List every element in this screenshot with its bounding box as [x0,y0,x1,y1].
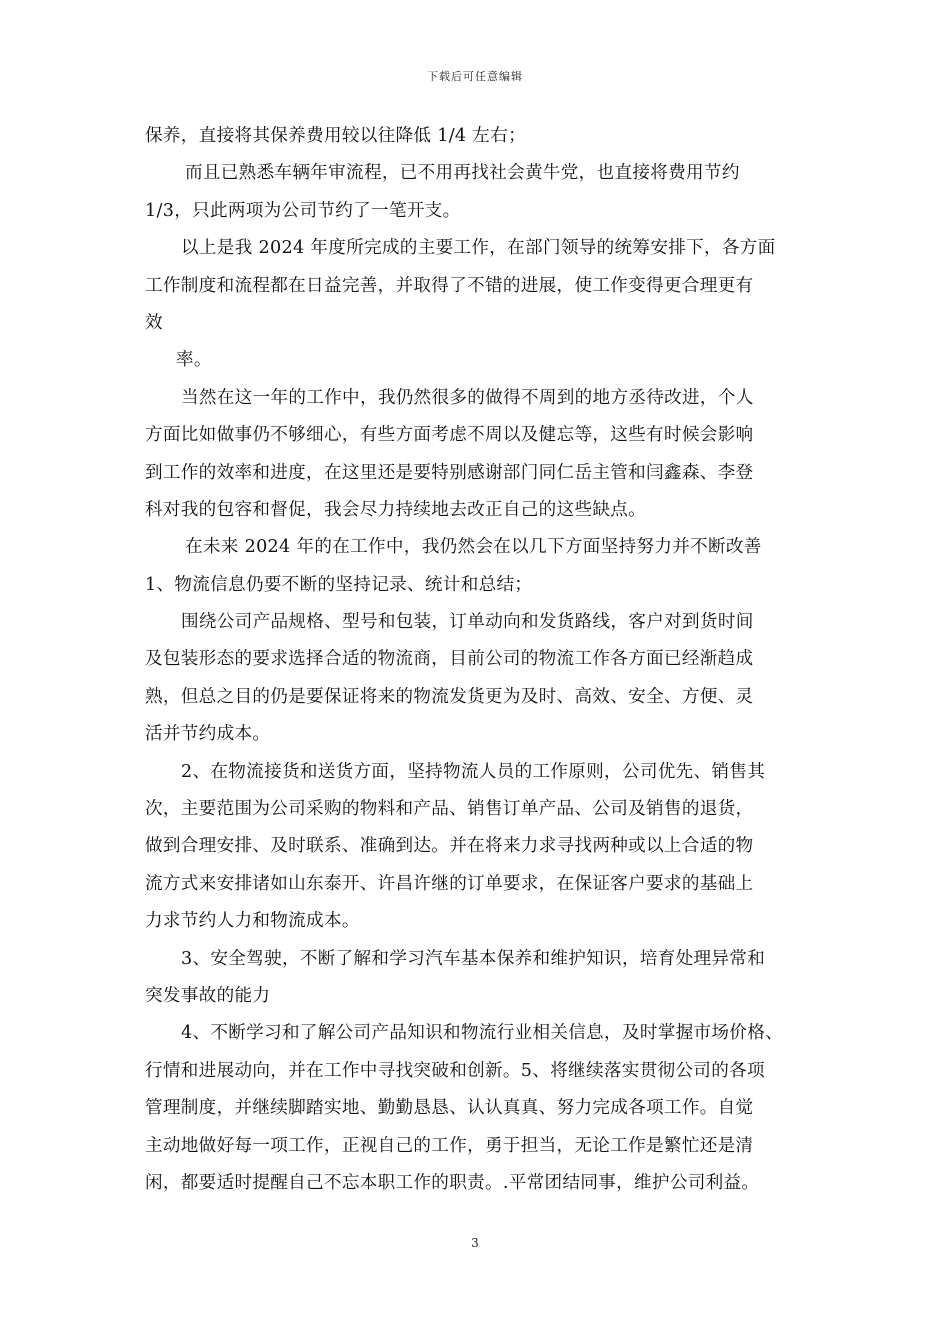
text-line: 工作制度和流程都在日益完善，并取得了不错的进展，使工作变得更合理更有 [145,275,754,296]
text-line: 突发事故的能力 [145,985,271,1006]
text-line: 4、不断学习和了解公司产品知识和物流行业相关信息，及时掌握市场价格、 [181,1023,783,1044]
text-line: 围绕公司产品规格、型号和包装，订单动向和发货路线，客户对到货时间 [181,612,754,633]
text-line: 闲，都要适时提醒自己不忘本职工作的职责。.平常团结同事，维护公司利益。 [145,1172,760,1193]
text-line: 而且已熟悉车辆年审流程，已不用再找社会黄牛党，也直接将费用节约 [185,163,740,184]
page-number: 3 [471,1236,479,1250]
text-line: 当然在这一年的工作中，我仍然很多的做得不周到的地方丞待改进，个人 [181,387,754,408]
text-line: 科对我的包容和督促，我会尽力持续地去改正自己的这些缺点。 [145,499,647,520]
text-line: 熟，但总之目的仍是要保证将来的物流发货更为及时、高效、安全、方便、灵 [145,686,754,707]
text-line: 效 [145,312,163,333]
text-line: 3、安全驾驶，不断了解和学习汽车基本保养和维护知识，培育处理异常和 [181,948,766,969]
text-line: 在未来 2024 年的在工作中，我仍然会在以几下方面坚持努力并不断改善 [185,537,762,558]
text-line: 2、在物流接货和送货方面，坚持物流人员的工作原则，公司优先、销售其 [181,761,766,782]
text-line: 主动地做好每一项工作，正视自己的工作，勇于担当，无论工作是繁忙还是清 [145,1135,754,1156]
text-line: 1/3，只此两项为公司节约了一笔开支。 [145,200,461,221]
document-body [145,118,817,1202]
text-line: 方面比如做事仍不够细心，有些方面考虑不周以及健忘等，这些有时候会影响 [145,425,754,446]
text-line: 率。 [176,350,212,371]
text-line: 活并节约成本。 [145,724,271,745]
text-line: 做到合理安排、及时联系、准确到达。并在将来力求寻找两种或以上合适的物 [145,836,754,857]
text-line: 行情和进展动向，并在工作中寻找突破和创新。5、将继续落实贯彻公司的各项 [145,1060,765,1081]
text-line: 管理制度，并继续脚踏实地、勤勤恳恳、认认真真、努力完成各项工作。自觉 [145,1098,754,1119]
page-header: 下载后可任意编辑 [427,70,523,83]
text-line: 保养，直接将其保养费用较以往降低 1/4 左右； [145,126,526,146]
text-line: 1、物流信息仍要不断的坚持记录、统计和总结； [145,574,533,595]
text-line: 到工作的效率和进度，在这里还是要特别感谢部门同仁岳主管和闫鑫森、李登 [145,462,754,483]
text-line: 及包装形态的要求选择合适的物流商，目前公司的物流工作各方面已经渐趋成 [145,649,754,670]
text-line: 力求节约人力和物流成本。 [145,911,360,932]
text-line: 以上是我 2024 年度所完成的主要工作，在部门领导的统筹安排下，各方面 [181,238,776,259]
text-line: 流方式来安排诸如山东泰开、许昌许继的订单要求，在保证客户要求的基础上 [145,873,754,894]
text-line: 次，主要范围为公司采购的物料和产品、销售订单产品、公司及销售的退货， [145,799,754,820]
